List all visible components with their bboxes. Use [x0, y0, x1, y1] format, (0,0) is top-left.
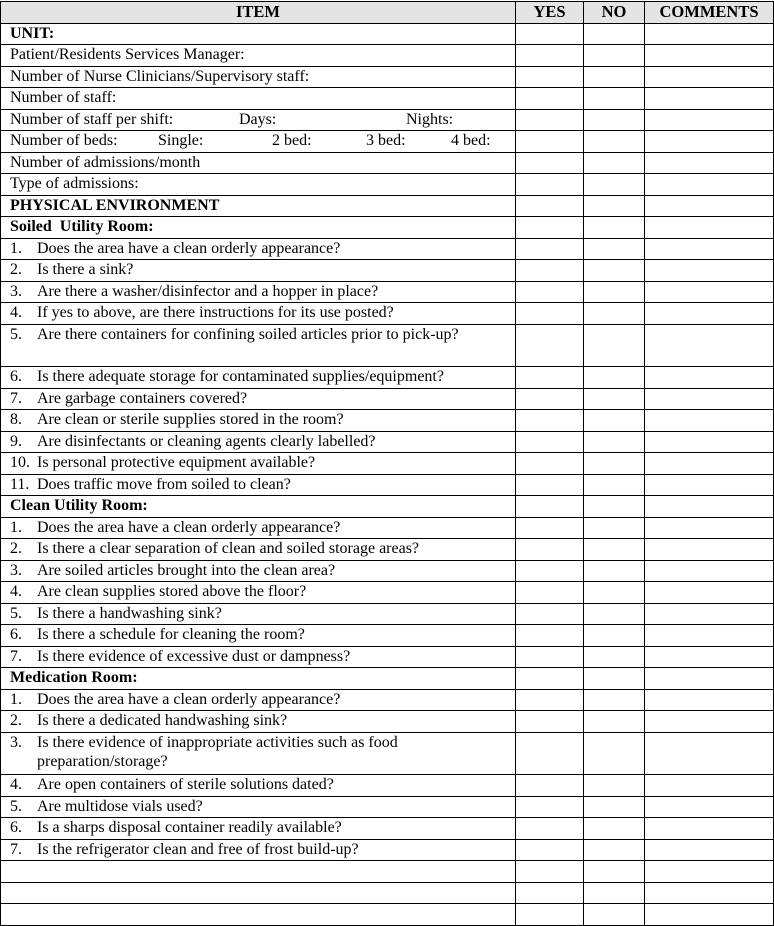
yes-cell[interactable] [516, 131, 584, 153]
no-cell[interactable] [584, 839, 645, 861]
question-number: 4. [10, 583, 22, 600]
yes-cell[interactable] [516, 861, 584, 883]
type-admissions-label: Type of admissions: [1, 174, 516, 196]
no-cell[interactable] [584, 689, 645, 711]
soiled-utility-question [1, 431, 516, 453]
question-text: Is there a schedule for cleaning the room? [37, 626, 305, 643]
single-label: Single: [158, 132, 204, 149]
comments-cell[interactable] [645, 818, 774, 840]
clean-utility-question [1, 582, 516, 604]
clean-utility-question [1, 625, 516, 647]
header-row [1, 2, 774, 24]
soiled-utility-question-row [1, 410, 774, 432]
no-cell[interactable] [584, 453, 645, 475]
question-text: Are multidose vials used? [37, 797, 203, 815]
type-admissions-row [1, 174, 774, 196]
yes-cell[interactable] [516, 582, 584, 604]
comments-cell[interactable] [645, 882, 774, 904]
question-text: Are there a washer/disinfector and a hopper in place? [37, 282, 379, 300]
header-yes: YES [516, 2, 584, 24]
question-number: 4. [10, 776, 22, 793]
soiled-utility-question-row [1, 281, 774, 303]
clean-utility-question [1, 603, 516, 625]
yes-cell[interactable] [516, 367, 584, 389]
yes-cell[interactable] [516, 23, 584, 45]
question-text: Are clean or sterile supplies stored in the room? [37, 411, 344, 428]
comments-cell[interactable] [645, 88, 774, 110]
comments-cell[interactable] [645, 603, 774, 625]
question-text: Are disinfectants or cleaning agents clearly labelled? [37, 432, 376, 450]
blank-row [1, 904, 774, 926]
nights-label: Nights: [406, 110, 454, 128]
comments-cell[interactable] [645, 625, 774, 647]
no-cell[interactable] [584, 646, 645, 668]
no-cell[interactable] [584, 775, 645, 797]
question-text: Is there evidence of inappropriate activities such as food preparation/storage? [37, 733, 398, 770]
yes-cell[interactable] [516, 711, 584, 733]
no-cell[interactable] [584, 109, 645, 131]
medication-room-question [1, 818, 516, 840]
per-shift-row [1, 109, 774, 131]
no-cell[interactable] [584, 904, 645, 926]
no-cell[interactable] [584, 88, 645, 110]
question-number: 2. [10, 540, 22, 557]
manager-label: Patient/Residents Services Manager: [1, 45, 516, 67]
medication-room-question-row [1, 711, 774, 733]
comments-cell[interactable] [645, 260, 774, 282]
yes-cell[interactable] [516, 453, 584, 475]
beds-label: Number of beds: [10, 132, 118, 149]
no-cell[interactable] [584, 303, 645, 325]
no-cell[interactable] [584, 818, 645, 840]
no-cell[interactable] [584, 131, 645, 153]
comments-cell[interactable] [645, 303, 774, 325]
comments-cell[interactable] [645, 861, 774, 883]
question-number: 4. [10, 304, 22, 321]
no-cell[interactable] [584, 796, 645, 818]
no-cell[interactable] [584, 603, 645, 625]
no-cell[interactable] [584, 560, 645, 582]
staff-label: Number of staff: [1, 88, 516, 110]
yes-cell[interactable] [516, 689, 584, 711]
yes-cell[interactable] [516, 303, 584, 325]
question-text: Are clean supplies stored above the floor? [37, 583, 307, 600]
no-cell[interactable] [584, 496, 645, 518]
yes-cell[interactable] [516, 560, 584, 582]
medication-room-question-row [1, 689, 774, 711]
question-number: 7. [10, 389, 22, 407]
soiled-utility-question-row [1, 260, 774, 282]
soiled-utility-question [1, 260, 516, 282]
blank-item-cell[interactable] [1, 882, 516, 904]
comments-cell[interactable] [645, 474, 774, 496]
physical-environment-row [1, 195, 774, 217]
medication-room-question-row [1, 839, 774, 861]
clean-utility-question-row [1, 603, 774, 625]
comments-cell[interactable] [645, 582, 774, 604]
soiled-utility-question-row [1, 453, 774, 475]
yes-cell[interactable] [516, 904, 584, 926]
soiled-utility-question [1, 303, 516, 325]
question-number: 3. [10, 282, 22, 300]
soiled-utility-question [1, 238, 516, 260]
clean-utility-question [1, 539, 516, 561]
soiled-utility-question-row [1, 388, 774, 410]
comments-cell[interactable] [645, 281, 774, 303]
question-number: 9. [10, 432, 22, 450]
comments-cell[interactable] [645, 539, 774, 561]
yes-cell[interactable] [516, 839, 584, 861]
question-text: Are garbage containers covered? [37, 389, 248, 407]
comments-cell[interactable] [645, 839, 774, 861]
soiled-utility-question [1, 453, 516, 475]
no-cell[interactable] [584, 517, 645, 539]
no-cell[interactable] [584, 152, 645, 174]
no-cell[interactable] [584, 711, 645, 733]
comments-cell[interactable] [645, 388, 774, 410]
question-text: Is a sharps disposal container readily available? [37, 819, 342, 836]
unit-label: UNIT: [1, 23, 516, 45]
clean-utility-question-row [1, 560, 774, 582]
clinicians-label: Number of Nurse Clinicians/Supervisory staff: [1, 66, 516, 88]
admissions-row [1, 152, 774, 174]
question-text: Is personal protective equipment available? [37, 454, 316, 471]
header-comments: COMMENTS [645, 2, 774, 24]
question-number: 11. [10, 475, 30, 493]
comments-cell[interactable] [645, 23, 774, 45]
comments-cell[interactable] [645, 904, 774, 926]
question-number: 5. [10, 604, 22, 622]
soiled-utility-title: Soiled Utility Room: [1, 217, 516, 239]
blank-row [1, 861, 774, 883]
no-cell[interactable] [584, 45, 645, 67]
no-cell[interactable] [584, 431, 645, 453]
soiled-utility-question-row [1, 303, 774, 325]
comments-cell[interactable] [645, 174, 774, 196]
comments-cell[interactable] [645, 711, 774, 733]
comments-cell[interactable] [645, 152, 774, 174]
question-number: 6. [10, 368, 22, 385]
question-number: 1. [10, 239, 22, 257]
soiled-utility-question [1, 281, 516, 303]
no-cell[interactable] [584, 260, 645, 282]
soiled-utility-question [1, 410, 516, 432]
question-number: 8. [10, 411, 22, 428]
question-text: Does the area have a clean orderly appearance? [37, 239, 341, 257]
comments-cell[interactable] [645, 560, 774, 582]
question-number: 1. [10, 690, 22, 708]
soiled-utility-question-row [1, 324, 774, 367]
blank-item-cell[interactable] [1, 904, 516, 926]
comments-cell[interactable] [645, 131, 774, 153]
yes-cell[interactable] [516, 539, 584, 561]
soiled-utility-question-row [1, 474, 774, 496]
comments-cell[interactable] [645, 45, 774, 67]
no-cell[interactable] [584, 174, 645, 196]
no-cell[interactable] [584, 388, 645, 410]
question-text: Are there containers for confining soiled articles prior to pick-up? [37, 325, 459, 343]
question-number: 7. [10, 840, 22, 858]
comments-cell[interactable] [645, 646, 774, 668]
medication-room-question [1, 796, 516, 818]
comments-cell[interactable] [645, 367, 774, 389]
soiled-utility-question [1, 388, 516, 410]
manager-row [1, 45, 774, 67]
soiled-utility-question-row [1, 238, 774, 260]
comments-cell[interactable] [645, 496, 774, 518]
question-number: 3. [10, 733, 22, 751]
yes-cell[interactable] [516, 646, 584, 668]
comments-cell[interactable] [645, 66, 774, 88]
comments-cell[interactable] [645, 796, 774, 818]
yes-cell[interactable] [516, 260, 584, 282]
no-cell[interactable] [584, 238, 645, 260]
physical-environment-title: PHYSICAL ENVIRONMENT [1, 195, 516, 217]
no-cell[interactable] [584, 66, 645, 88]
comments-cell[interactable] [645, 324, 774, 367]
days-label: Days: [239, 110, 277, 128]
no-cell[interactable] [584, 23, 645, 45]
yes-cell[interactable] [516, 152, 584, 174]
question-text: Is there evidence of excessive dust or dampness? [37, 647, 351, 665]
clinicians-row [1, 66, 774, 88]
question-text: Is the refrigerator clean and free of frost build-up? [37, 840, 359, 858]
no-cell[interactable] [584, 732, 645, 775]
unit-row [1, 23, 774, 45]
yes-cell[interactable] [516, 410, 584, 432]
comments-cell[interactable] [645, 689, 774, 711]
clean-utility-question [1, 560, 516, 582]
question-text: Is there adequate storage for contaminated supplies/equipment? [37, 368, 444, 385]
clean-utility-title-row [1, 496, 774, 518]
no-cell[interactable] [584, 861, 645, 883]
no-cell[interactable] [584, 668, 645, 690]
question-text: Does traffic move from soiled to clean? [37, 475, 291, 493]
medication-room-question [1, 689, 516, 711]
bed4-label: 4 bed: [451, 132, 491, 149]
beds-cell [1, 131, 516, 153]
question-number: 3. [10, 561, 22, 579]
no-cell[interactable] [584, 367, 645, 389]
question-text: Does the area have a clean orderly appearance? [37, 518, 341, 536]
question-text: Does the area have a clean orderly appearance? [37, 690, 341, 708]
yes-cell[interactable] [516, 775, 584, 797]
yes-cell[interactable] [516, 195, 584, 217]
clean-utility-question-row [1, 539, 774, 561]
comments-cell[interactable] [645, 668, 774, 690]
comments-cell[interactable] [645, 775, 774, 797]
clean-utility-title: Clean Utility Room: [1, 496, 516, 518]
yes-cell[interactable] [516, 66, 584, 88]
medication-room-question [1, 711, 516, 733]
yes-cell[interactable] [516, 388, 584, 410]
yes-cell[interactable] [516, 109, 584, 131]
question-text: Is there a dedicated handwashing sink? [37, 712, 288, 729]
comments-cell[interactable] [645, 517, 774, 539]
medication-room-question-row [1, 796, 774, 818]
no-cell[interactable] [584, 474, 645, 496]
question-text: If yes to above, are there instructions for its use posted? [37, 304, 394, 321]
staff-row [1, 88, 774, 110]
no-cell[interactable] [584, 281, 645, 303]
yes-cell[interactable] [516, 517, 584, 539]
no-cell[interactable] [584, 410, 645, 432]
question-text: Is there a sink? [37, 261, 134, 278]
question-number: 5. [10, 797, 22, 815]
soiled-utility-question [1, 324, 516, 367]
clean-utility-question-row [1, 517, 774, 539]
medication-room-question-row [1, 818, 774, 840]
clean-utility-question-row [1, 625, 774, 647]
soiled-utility-question-row [1, 431, 774, 453]
yes-cell[interactable] [516, 496, 584, 518]
medication-room-title: Medication Room: [1, 668, 516, 690]
clean-utility-question [1, 646, 516, 668]
comments-cell[interactable] [645, 238, 774, 260]
header-item: ITEM [1, 2, 516, 24]
question-text: Is there a clear separation of clean and soiled storage areas? [37, 540, 420, 557]
yes-cell[interactable] [516, 882, 584, 904]
question-number: 7. [10, 647, 22, 665]
header-no: NO [584, 2, 645, 24]
yes-cell[interactable] [516, 625, 584, 647]
medication-room-title-row [1, 668, 774, 690]
clean-utility-question [1, 517, 516, 539]
yes-cell[interactable] [516, 732, 584, 775]
yes-cell[interactable] [516, 431, 584, 453]
bed3-label: 3 bed: [366, 132, 406, 149]
question-number: 10. [10, 454, 30, 471]
no-cell[interactable] [584, 539, 645, 561]
yes-cell[interactable] [516, 238, 584, 260]
bed2-label: 2 bed: [272, 132, 312, 149]
comments-cell[interactable] [645, 732, 774, 775]
yes-cell[interactable] [516, 281, 584, 303]
yes-cell[interactable] [516, 174, 584, 196]
medication-room-question-row [1, 775, 774, 797]
medication-room-question [1, 775, 516, 797]
yes-cell[interactable] [516, 474, 584, 496]
yes-cell[interactable] [516, 818, 584, 840]
question-number: 2. [10, 261, 22, 278]
admissions-label: Number of admissions/month [1, 152, 516, 174]
question-text: Are open containers of sterile solutions dated? [37, 776, 334, 793]
no-cell[interactable] [584, 625, 645, 647]
medication-room-question [1, 732, 516, 775]
medication-room-question [1, 839, 516, 861]
yes-cell[interactable] [516, 324, 584, 367]
no-cell[interactable] [584, 582, 645, 604]
no-cell[interactable] [584, 195, 645, 217]
yes-cell[interactable] [516, 796, 584, 818]
comments-cell[interactable] [645, 410, 774, 432]
question-text: Are soiled articles brought into the clean area? [37, 561, 336, 579]
clean-utility-question-row [1, 646, 774, 668]
question-number: 1. [10, 518, 22, 536]
soiled-utility-title-row [1, 217, 774, 239]
blank-row [1, 882, 774, 904]
yes-cell[interactable] [516, 603, 584, 625]
beds-row [1, 131, 774, 153]
comments-cell[interactable] [645, 195, 774, 217]
yes-cell[interactable] [516, 88, 584, 110]
blank-item-cell[interactable] [1, 861, 516, 883]
no-cell[interactable] [584, 217, 645, 239]
no-cell[interactable] [584, 324, 645, 367]
comments-cell[interactable] [645, 431, 774, 453]
comments-cell[interactable] [645, 109, 774, 131]
question-number: 2. [10, 712, 22, 729]
question-text: Is there a handwashing sink? [37, 604, 222, 622]
yes-cell[interactable] [516, 45, 584, 67]
per-shift-cell [1, 109, 516, 131]
per-shift-label: Number of staff per shift: [10, 110, 174, 128]
soiled-utility-question [1, 367, 516, 389]
yes-cell[interactable] [516, 668, 584, 690]
comments-cell[interactable] [645, 217, 774, 239]
question-number: 6. [10, 819, 22, 836]
question-number: 6. [10, 626, 22, 643]
medication-room-question-row [1, 732, 774, 775]
yes-cell[interactable] [516, 217, 584, 239]
no-cell[interactable] [584, 882, 645, 904]
comments-cell[interactable] [645, 453, 774, 475]
question-number: 5. [10, 325, 22, 343]
checklist-table [0, 1, 774, 926]
soiled-utility-question [1, 474, 516, 496]
clean-utility-question-row [1, 582, 774, 604]
soiled-utility-question-row [1, 367, 774, 389]
